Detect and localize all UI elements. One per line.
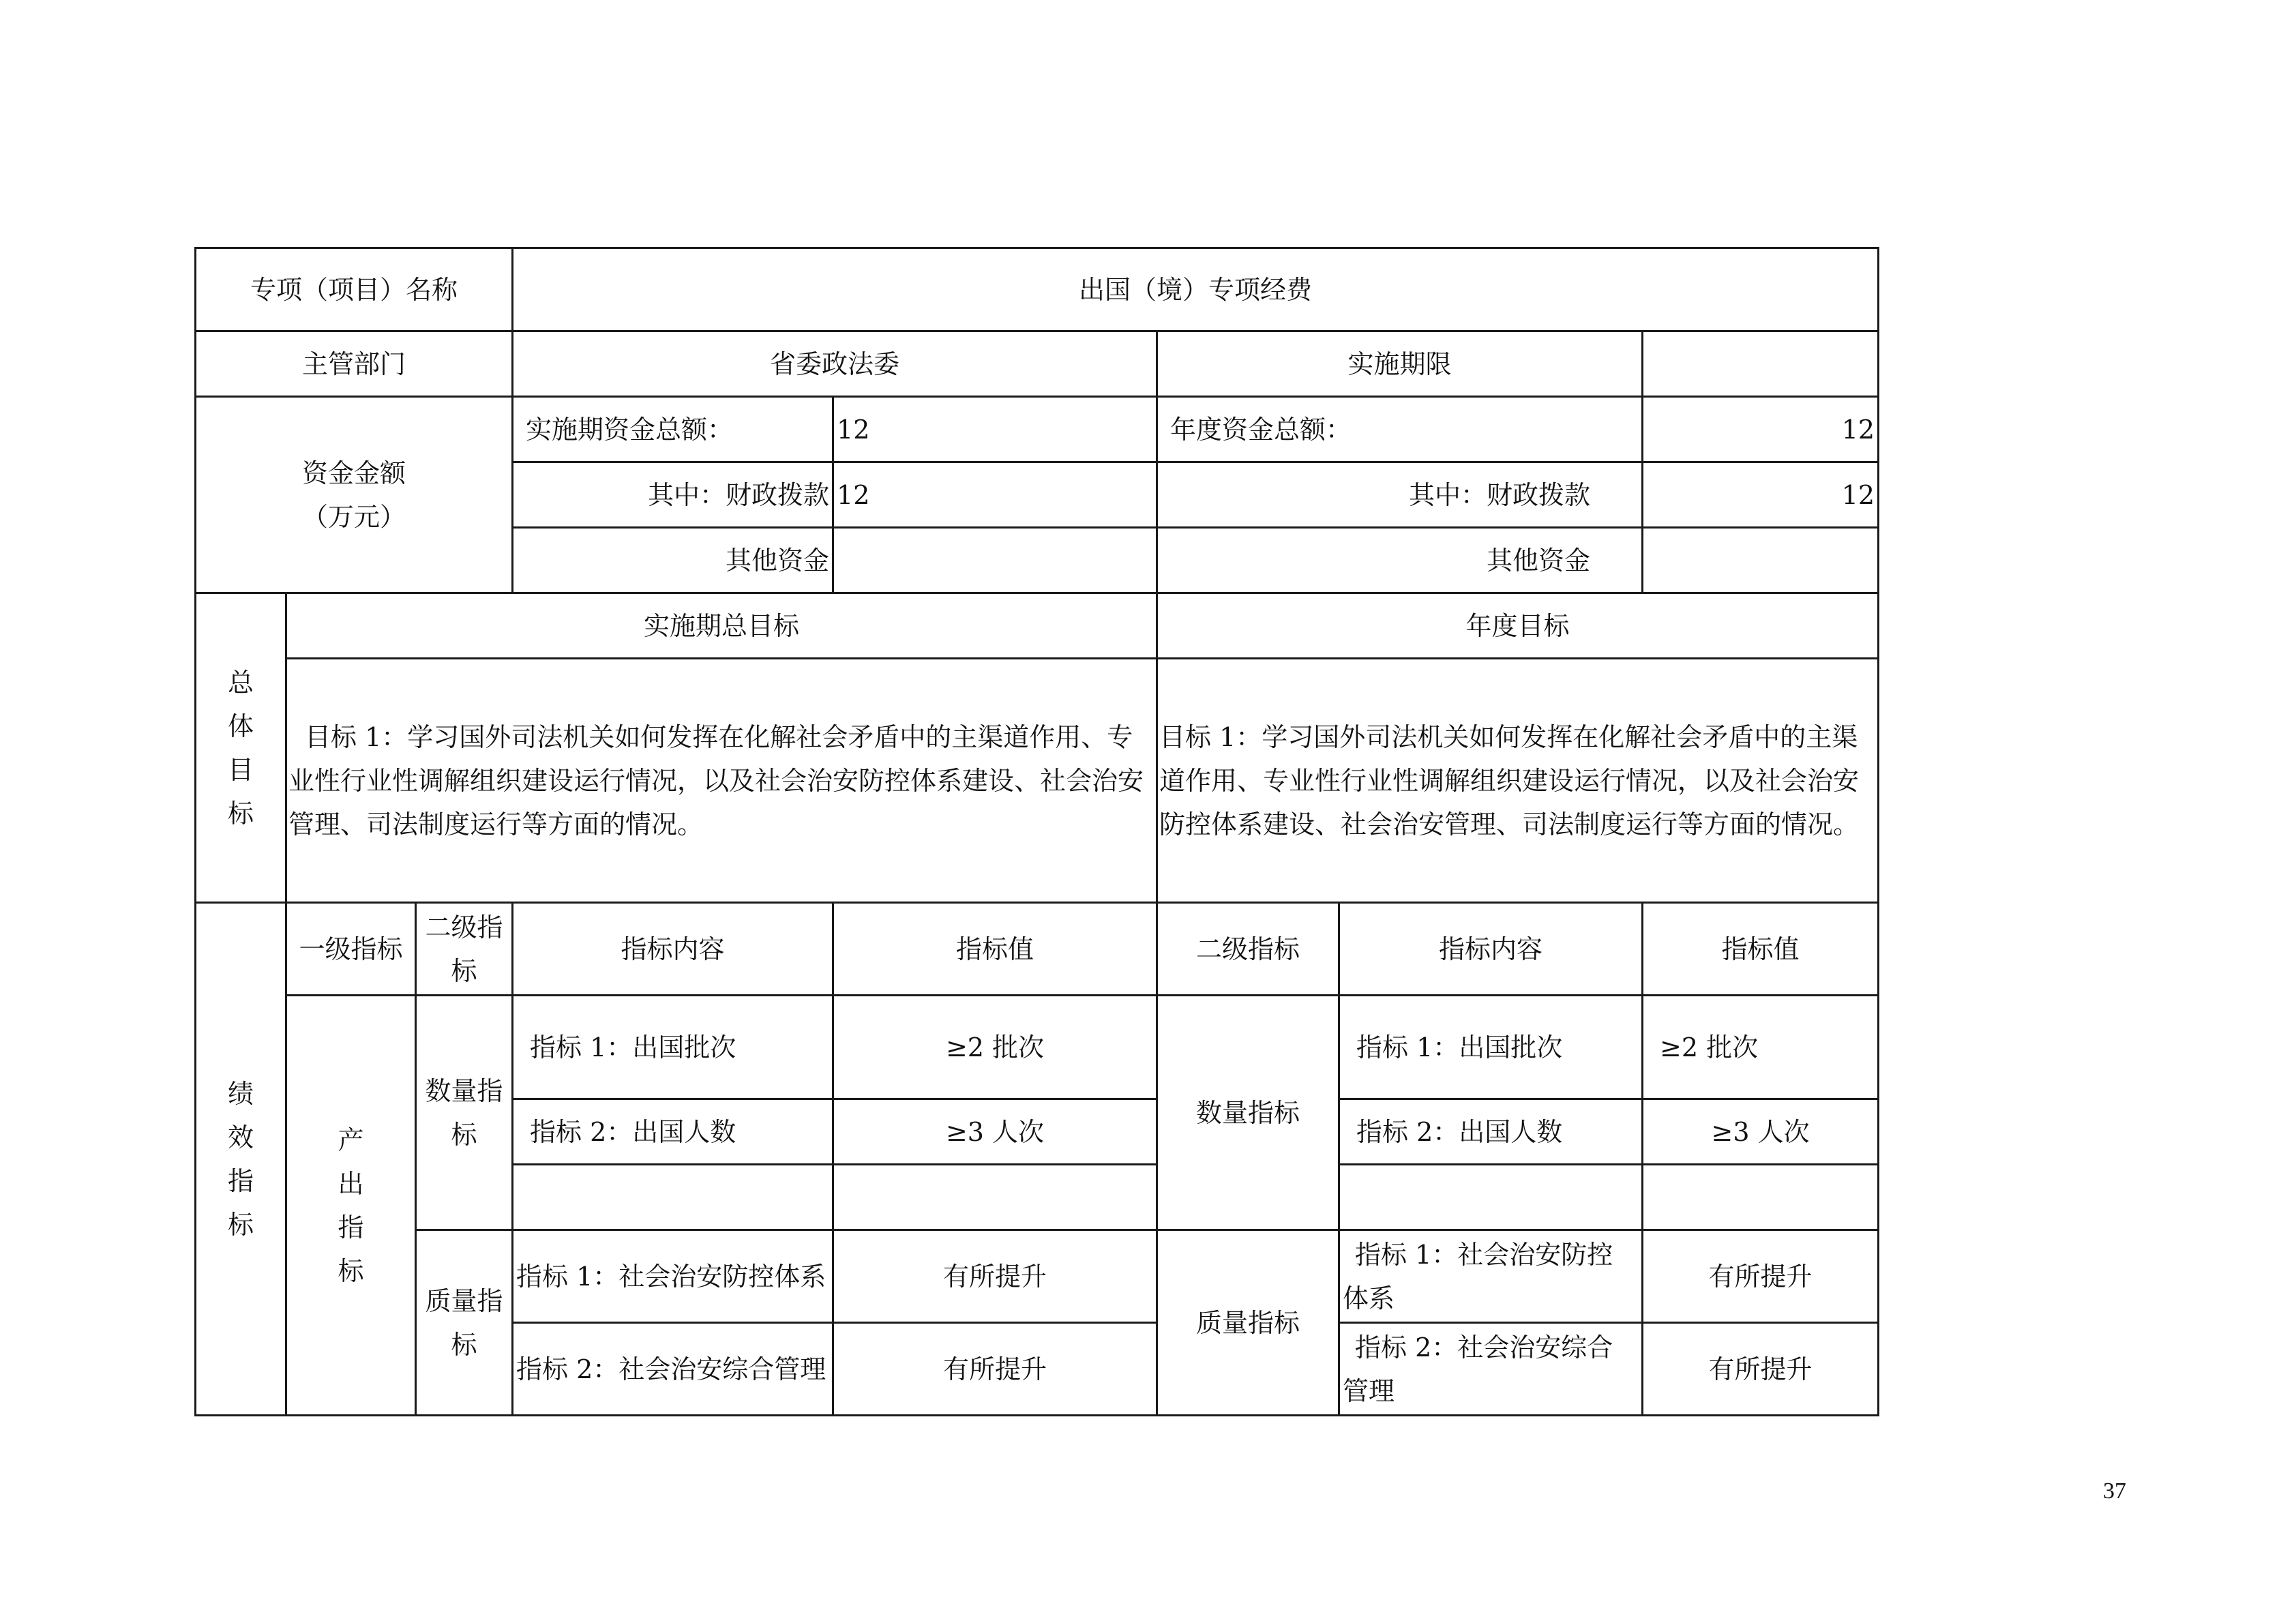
quantity-annual-value-2: ≥3 人次: [1643, 1099, 1879, 1165]
funds-label-line2: （万元）: [302, 501, 406, 532]
quality-content-2: 指标 2：社会治安综合管理: [513, 1323, 833, 1416]
level1-header: 一级指标: [286, 903, 416, 996]
quality-annual-content-2: 指标 2：社会治安综合管理: [1339, 1323, 1643, 1416]
annual-goal-text: 目标 1：学习国外司法机关如何发挥在化解社会矛盾中的主渠道作用、专业性行业性调解组织建设运行情况，以及社会治安防控体系建设、社会治安管理、司法制度运行等方面的情况。: [1157, 659, 1879, 903]
quality-value-1: 有所提升: [833, 1230, 1157, 1323]
dept-row: [196, 331, 1879, 397]
table-row: [196, 996, 1879, 1099]
period-goal-text: 目标 1：学习国外司法机关如何发挥在化解社会矛盾中的主渠道作用、专业性行业性调解组织建设运行情况，以及社会治安防控体系建设、社会治安管理、司法制度运行等方面的情况。: [286, 659, 1157, 903]
annual-total-label: 年度资金总额：: [1157, 397, 1643, 462]
annual-fiscal-label: 其中：财政拨款: [1157, 462, 1643, 528]
quantity-value-1: ≥2 批次: [833, 996, 1157, 1099]
period-other-label: 其他资金: [513, 528, 833, 593]
annual-fiscal-value: 12: [1643, 462, 1879, 528]
content-annual-header: 指标内容: [1339, 903, 1643, 996]
value-header: 指标值: [833, 903, 1157, 996]
quality-indicator-label: 质量指标: [416, 1230, 513, 1416]
quantity-indicator-label: 数量指标: [416, 996, 513, 1230]
value-annual-header: 指标值: [1643, 903, 1879, 996]
quality-annual-value-2: 有所提升: [1643, 1323, 1879, 1416]
annual-total-value: 12: [1643, 397, 1879, 462]
project-name-label: 专项（项目）名称: [196, 248, 513, 331]
quality-indicator-annual-label: 质量指标: [1157, 1230, 1339, 1416]
period-goal-header: 实施期总目标: [286, 593, 1157, 659]
level2-annual-header: 二级指标: [1157, 903, 1339, 996]
quantity-annual-value-1: ≥2 批次: [1643, 996, 1879, 1099]
project-name-value: 出国（境）专项经费: [513, 248, 1879, 331]
quality-annual-value-1: 有所提升: [1643, 1230, 1879, 1323]
period-label: 实施期限: [1157, 331, 1643, 397]
annual-goal-header: 年度目标: [1157, 593, 1879, 659]
period-total-value: 12: [833, 397, 1157, 462]
annual-other-value: [1643, 528, 1879, 593]
table-row: [196, 1230, 1879, 1323]
quantity-annual-value-3: [1643, 1165, 1879, 1230]
project-performance-table: [194, 247, 1879, 1416]
output-indicator-label: 产 出 指 标: [286, 996, 416, 1416]
quality-value-2: 有所提升: [833, 1323, 1157, 1416]
level2-header: 二级指标: [416, 903, 513, 996]
performance-section-label: 绩 效 指 标: [196, 903, 286, 1416]
annual-other-label: 其他资金: [1157, 528, 1643, 593]
period-total-label: 实施期资金总额：: [513, 397, 833, 462]
quality-annual-content-1: 指标 1：社会治安防控体系: [1339, 1230, 1643, 1323]
quantity-content-1: 指标 1：出国批次: [513, 996, 833, 1099]
project-name-row: [196, 248, 1879, 331]
period-fiscal-value: 12: [833, 462, 1157, 528]
dept-label: 主管部门: [196, 331, 513, 397]
goals-header-row: [196, 593, 1879, 659]
goals-text-row: [196, 659, 1879, 903]
funds-total-row: [196, 397, 1879, 462]
goals-section-label: 总 体 目 标: [196, 593, 286, 903]
dept-value: 省委政法委: [513, 331, 1157, 397]
quantity-value-2: ≥3 人次: [833, 1099, 1157, 1165]
quantity-indicator-annual-label: 数量指标: [1157, 996, 1339, 1230]
quantity-content-2: 指标 2：出国人数: [513, 1099, 833, 1165]
period-other-value: [833, 528, 1157, 593]
period-fiscal-label: 其中：财政拨款: [513, 462, 833, 528]
page-number: 37: [2103, 1478, 2126, 1504]
content-header: 指标内容: [513, 903, 833, 996]
quantity-value-3: [833, 1165, 1157, 1230]
funds-label: [196, 397, 513, 593]
quantity-annual-content-3: [1339, 1165, 1643, 1230]
quantity-content-3: [513, 1165, 833, 1230]
quantity-annual-content-1: 指标 1：出国批次: [1339, 996, 1643, 1099]
funds-label-line1: 资金金额: [302, 458, 406, 488]
performance-header-row: [196, 903, 1879, 996]
quality-content-1: 指标 1：社会治安防控体系: [513, 1230, 833, 1323]
period-value: [1643, 331, 1879, 397]
quantity-annual-content-2: 指标 2：出国人数: [1339, 1099, 1643, 1165]
